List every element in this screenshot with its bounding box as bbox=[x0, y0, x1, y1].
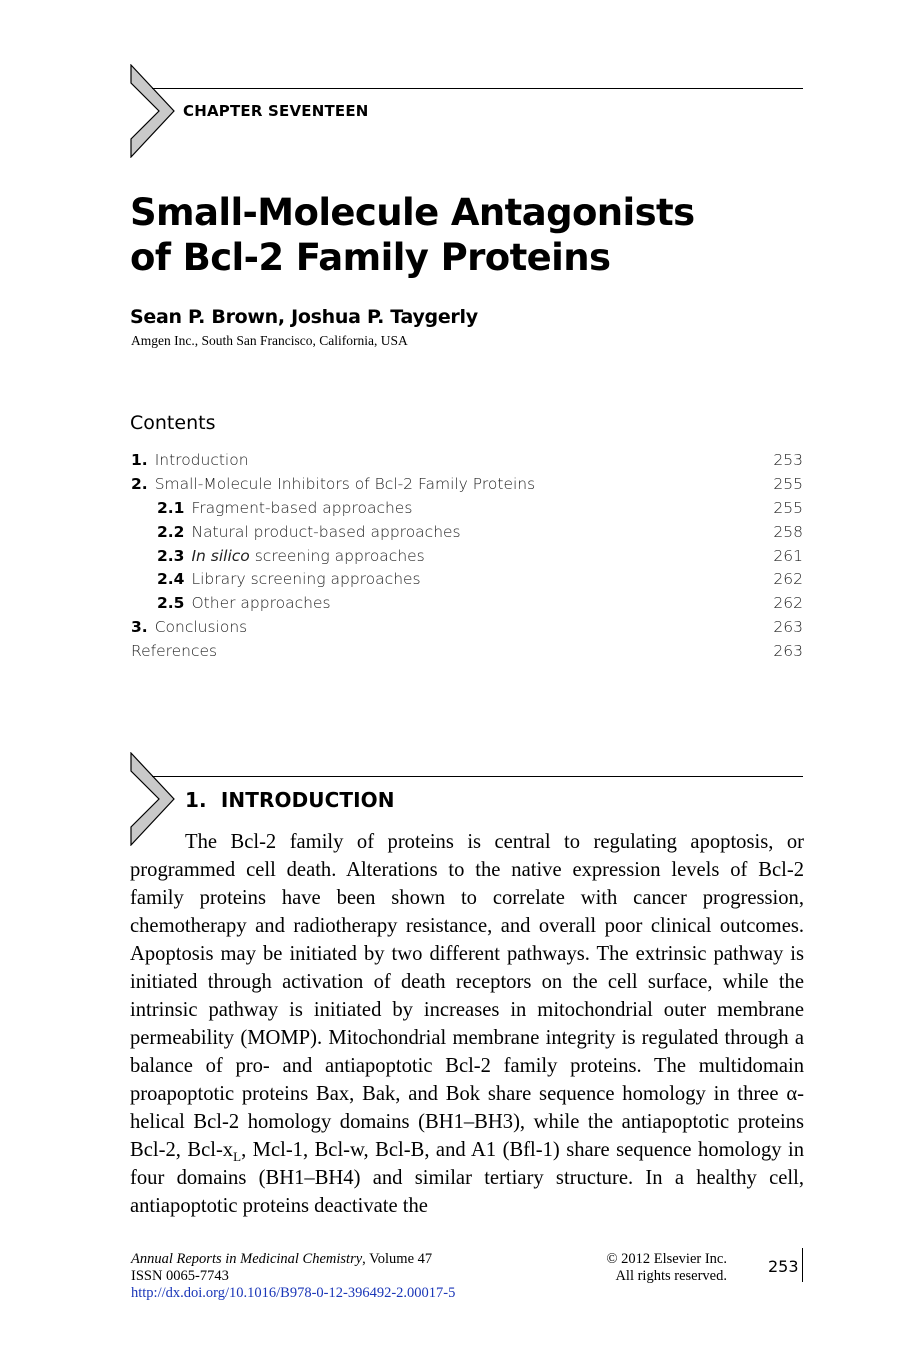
toc-label: References bbox=[131, 642, 218, 661]
toc-label-italic: In silico bbox=[191, 546, 250, 565]
paragraph-text: The Bcl-2 family of proteins is central to regulating apoptosis, or programmed cell death. Alterations to the native expression levels of Bcl-2 family proteins have been shown to correlate with cancer progression, chemotherapy and radiotherapy resistance, and overall poor clinical outcomes. Apoptosis may be initiated by two different pathways. The extrinsic pathway is initiated through activation of death receptors on the cell surface, while the intrinsic pathway is initiated by increases in mitochondrial outer membrane permeability (MOMP). Mitochondrial membrane integrity is regulated through a balance of pro- and antiapoptotic Bcl-2 family proteins. The multidomain proapoptotic proteins Bax, Bak, and Bok share sequence homology in three α-helical Bcl-2 homology domains (BH1–BH3), while the antiapoptotic proteins Bcl-2, Bcl-x bbox=[130, 831, 804, 1161]
chapter-title-line-1: Small-Molecule Antagonists bbox=[130, 191, 695, 234]
toc-page: 255 bbox=[773, 474, 803, 493]
chapter-title-line-2: of Bcl-2 Family Proteins bbox=[130, 236, 611, 279]
section-heading-introduction: 1. INTRODUCTION bbox=[185, 788, 395, 812]
toc-page: 258 bbox=[773, 522, 803, 541]
table-of-contents bbox=[131, 451, 803, 666]
toc-number: 2.4 bbox=[157, 570, 185, 589]
contents-heading: Contents bbox=[130, 412, 216, 434]
toc-item-conclusions[interactable] bbox=[131, 618, 803, 642]
affiliation: Amgen Inc., South San Francisco, California, USA bbox=[131, 333, 408, 348]
copyright-text: © 2012 Elsevier Inc. bbox=[606, 1251, 727, 1267]
toc-label: Introduction bbox=[154, 451, 249, 469]
chapter-label: CHAPTER SEVENTEEN bbox=[183, 102, 369, 120]
toc-number: 2.3 bbox=[157, 546, 185, 565]
page-number: 253 bbox=[768, 1257, 799, 1276]
toc-item-library-screening[interactable] bbox=[131, 570, 803, 594]
subscript-l: L bbox=[233, 1149, 242, 1165]
toc-page: 261 bbox=[773, 546, 803, 565]
toc-item-natural-product[interactable] bbox=[131, 523, 803, 547]
toc-page: 262 bbox=[773, 594, 803, 613]
toc-item-other-approaches[interactable] bbox=[131, 594, 803, 618]
toc-page: 253 bbox=[773, 451, 803, 469]
footer-copyright bbox=[560, 1251, 727, 1285]
toc-page: 263 bbox=[773, 618, 803, 637]
toc-item-fragment-based[interactable] bbox=[131, 499, 803, 523]
issn: ISSN 0065-7743 bbox=[131, 1268, 229, 1284]
toc-number: 1. bbox=[131, 451, 148, 469]
journal-volume: , Volume 47 bbox=[362, 1251, 433, 1267]
toc-number: 2.5 bbox=[157, 594, 185, 613]
rights-text: All rights reserved. bbox=[615, 1268, 727, 1284]
toc-item-in-silico[interactable] bbox=[131, 547, 803, 571]
section-rule bbox=[152, 776, 803, 777]
toc-item-introduction[interactable] bbox=[131, 451, 803, 475]
introduction-body bbox=[130, 828, 804, 1220]
footer-journal-info bbox=[131, 1251, 455, 1302]
journal-name: Annual Reports in Medicinal Chemistry bbox=[131, 1251, 363, 1267]
toc-label: Natural product-based approaches bbox=[191, 522, 461, 541]
chapter-chevron-icon bbox=[129, 64, 177, 158]
introduction-paragraph bbox=[130, 828, 804, 1220]
authors: Sean P. Brown, Joshua P. Taygerly bbox=[130, 306, 478, 328]
doi-link[interactable]: http://dx.doi.org/10.1016/B978-0-12-396492-2.00017-5 bbox=[131, 1285, 456, 1301]
toc-label: Other approaches bbox=[191, 594, 331, 613]
paragraph-text-tail: , Mcl-1, Bcl-w, Bcl-B, and A1 (Bfl-1) share sequence homology in four domains (BH1–BH4) and similar tertiary structure. In a healthy cell, antiapoptotic proteins deactivate the bbox=[130, 1139, 804, 1217]
toc-label: Library screening approaches bbox=[191, 570, 421, 589]
toc-number: 2. bbox=[131, 474, 148, 493]
toc-label: Conclusions bbox=[154, 618, 248, 637]
toc-item-small-molecule-inhibitors[interactable] bbox=[131, 475, 803, 499]
page-number-bar bbox=[802, 1248, 803, 1282]
toc-label: screening approaches bbox=[249, 546, 425, 565]
toc-item-references[interactable] bbox=[131, 642, 803, 666]
toc-number: 3. bbox=[131, 618, 148, 637]
toc-label: Fragment-based approaches bbox=[191, 498, 413, 517]
chapter-rule bbox=[152, 88, 803, 89]
toc-label: Small-Molecule Inhibitors of Bcl-2 Family Proteins bbox=[154, 474, 536, 493]
chapter-title bbox=[130, 190, 695, 280]
toc-number: 2.1 bbox=[157, 498, 185, 517]
toc-page: 263 bbox=[773, 642, 803, 661]
toc-page: 255 bbox=[773, 498, 803, 517]
toc-number: 2.2 bbox=[157, 522, 185, 541]
toc-page: 262 bbox=[773, 570, 803, 589]
